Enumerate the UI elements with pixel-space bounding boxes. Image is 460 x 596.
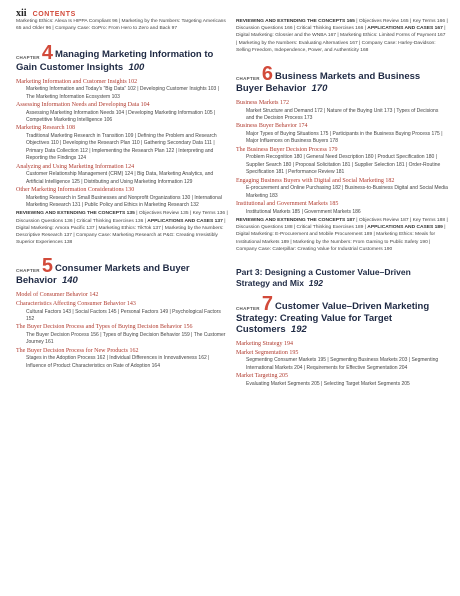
- section-heading[interactable]: Other Marketing Information Considerations 130: [16, 187, 135, 194]
- chapter-title-cont: Customers 192: [236, 324, 307, 336]
- subsection-list: Marketing Research in Small Businesses and Nonprofit Organizations 130 | International Marketing Research 131 | Public Policy and Ethics in Marketing Research 132: [26, 194, 222, 209]
- chapter-4-heading[interactable]: [16, 41, 228, 64]
- subsection-list: Customer Relationship Management (CRM) 124 | Big Data, Marketing Analytics, and Artificial Intelligence 125 | Distributing and Using Marketing Information 129: [26, 171, 214, 185]
- section-heading[interactable]: Marketing Strategy 194: [236, 341, 293, 348]
- chapter-number: 4: [41, 41, 53, 64]
- section-heading[interactable]: Market Targeting 205: [236, 373, 289, 380]
- chapter-number: 6: [261, 63, 273, 86]
- carryover-entries: Marketing Ethics: Alexa Is HIPPA Compliant 96 | Marketing by the Numbers: Targeting Americans 65 and Older 96 | Company Case: GoPro: From Hero to Zero and Back 97: [16, 19, 226, 32]
- section-heading[interactable]: Business Markets 172: [236, 100, 289, 107]
- chapter-page: 192: [290, 324, 307, 336]
- subsection-list: Cultural Factors 143 | Social Factors 145 | Personal Factors 149 | Psychological Factors 152: [26, 308, 221, 323]
- review-block: REVIEWING AND EXTENDING THE CONCEPTS 135 | Objectives Review 135 | Key Terms 136 | Discussion Questions 136 | Critical Thinking Exercises 136 | APPLICATIONS AND CASES 137 | Digital Marketing: Amora Pacific 137 | Marketing Ethics: TikTok 137 | Marketing by the Numbers: Descriptive Research 137 | Company Case: Marketing Research at P&G: Creating Irresistibly Superior Experiences 138: [16, 211, 228, 246]
- chapter-5-heading[interactable]: [16, 255, 228, 278]
- subsection-list: Evaluating Market Segments 205 | Selecting Target Market Segments 205: [246, 380, 410, 387]
- chapter-label: CHAPTER: [16, 268, 40, 274]
- subsection-list: Institutional Markets 185 | Government Markets 186: [246, 208, 361, 215]
- section-heading[interactable]: Marketing Research 108: [16, 125, 75, 132]
- subsection-list: The Buyer Decision Process 156 | Types of Buying Decision Behavior 159 | The Customer Journey 161: [26, 332, 226, 346]
- page-number: xii: [16, 8, 27, 19]
- chapter-title: Consumer Markets and Buyer: [54, 262, 190, 274]
- section-heading[interactable]: Institutional and Government Markets 185: [236, 201, 339, 208]
- review-block: REVIEWING AND EXTENDING THE CONCEPTS 187 | Objectives Review 187 | Key Terms 188 | Discussion Questions 188 | Critical Thinking Exercises 189 | APPLICATIONS AND CASES 189 | Digital Marketing: E-Procurement and Mobile Procurement 189 | Marketing Ethics: Meals for Institutional Markets 189 | Marketing by the Numbers: From Gaming to Public Safety 190 | Company Case: Caterpillar: Creating Value for Industrial Customers 190: [236, 218, 448, 252]
- chapter-page: 140: [61, 275, 78, 287]
- left-column: [16, 18, 228, 370]
- section-heading[interactable]: The Business Buyer Decision Process 179: [236, 146, 338, 153]
- section-heading[interactable]: Marketing Information and Customer Insights 102: [16, 78, 138, 85]
- chapter-title: Customer Value–Driven Marketing: [274, 300, 430, 312]
- subsection-list: Major Types of Buying Situations 175 | Participants in the Business Buying Process 175 | Major Influences on Business Buyers 178: [246, 131, 443, 145]
- subsection-list: Stages in the Adoption Process 162 | Individual Differences in Innovativeness 162 | Influence of Product Characteristics on Rate of Adoption 164: [26, 355, 210, 369]
- chapter-label: CHAPTER: [236, 306, 260, 312]
- chapter-label: CHAPTER: [16, 54, 40, 60]
- right-column: [236, 18, 448, 388]
- subsection-list: Segmenting Consumer Markets 195 | Segmenting Business Markets 203 | Segmenting International Markets 204 | Requirements for Effective Segmentation 204: [246, 357, 439, 371]
- chapter-title-cont: Gain Customer Insights 100: [16, 61, 145, 73]
- subsection-list: Market Structure and Demand 172 | Nature of the Buying Unit 173 | Types of Decisions and the Decision Process 173: [246, 107, 439, 122]
- section-heading[interactable]: Analyzing and Using Marketing Information 124: [16, 163, 135, 170]
- chapter-title-cont: Behavior 140: [16, 275, 78, 287]
- chapter-title-cont: Buyer Behavior 170: [236, 83, 328, 95]
- section-heading[interactable]: Model of Consumer Behavior 142: [16, 292, 99, 299]
- section-heading[interactable]: Characteristics Affecting Consumer Behavior 143: [16, 301, 136, 308]
- section-heading[interactable]: Engaging Business Buyers with Digital and Social Marketing 182: [236, 177, 395, 184]
- running-title: CONTENTS: [32, 11, 76, 18]
- section-heading[interactable]: Business Buyer Behavior 174: [236, 123, 308, 130]
- chapter-title-cont: Strategy: Creating Value for Target: [236, 313, 393, 325]
- part-page: 192: [308, 277, 323, 288]
- subsection-list: Assessing Marketing Information Needs 104 | Developing Marketing Information 105 | Competitive Marketing Intelligence 106: [26, 109, 216, 123]
- section-heading[interactable]: Market Segmentation 195: [236, 349, 299, 356]
- review-block: REVIEWING AND EXTENDING THE CONCEPTS 165 | Objectives Review 165 | Key Terms 166 | Discussion Questions 166 | Critical Thinking Exercises 166 | APPLICATIONS AND CASES 167 | Digital Marketing: Glossier and the WNBA 167 | Marketing Ethics: Limited Forms of Payment 167 | Marketing by the Numbers: Evaluating Alternatives 167 | Company Case: Harley-Davidson: Selling Freedom, Independence, Power, and Authenticity 168: [236, 19, 448, 53]
- chapter-page: 170: [311, 83, 328, 95]
- chapter-page: 100: [128, 61, 145, 73]
- subsection-list: Traditional Marketing Research in Transition 109 | Defining the Problem and Research Objectives 110 | Developing the Research Plan 110 | Gathering Secondary Data 111 | Primary Data Collection 112 | Implementing the Research Plan 122 | Interpreting and Reporting the Findings 124: [26, 133, 217, 162]
- chapter-number: 7: [261, 293, 273, 316]
- section-heading[interactable]: Assessing Information Needs and Developing Data 104: [16, 102, 150, 108]
- chapter-title: Managing Marketing Information to: [54, 49, 214, 61]
- chapter-label: CHAPTER: [236, 76, 260, 82]
- chapter-number: 5: [41, 255, 53, 278]
- subsection-list: Marketing Information and Today's “Big Data” 102 | Developing Customer Insights 103 | The Marketing Information Ecosystem 103: [26, 86, 220, 100]
- part-3-heading[interactable]: Part 3: Designing a Customer Value–Driven Strategy and Mix 192: [236, 267, 411, 288]
- chapter-6-heading[interactable]: [236, 63, 448, 86]
- section-heading[interactable]: The Buyer Decision Process and Types of Buying Decision Behavior 156: [16, 324, 193, 331]
- chapter-7-heading[interactable]: [236, 293, 448, 316]
- chapter-title: Business Markets and Business: [274, 70, 421, 82]
- subsection-list: E-procurement and Online Purchasing 182 | Business-to-Business Digital and Social Media Marketing 183: [246, 185, 448, 199]
- section-heading[interactable]: The Buyer Decision Process for New Products 162: [16, 347, 139, 354]
- subsection-list: Problem Recognition 180 | General Need Description 180 | Product Specification 180 | Supplier Search 180 | Proposal Solicitation 181 | Supplier Selection 181 | Order-Routine Specification 181 | Performance Review 181: [246, 154, 441, 176]
